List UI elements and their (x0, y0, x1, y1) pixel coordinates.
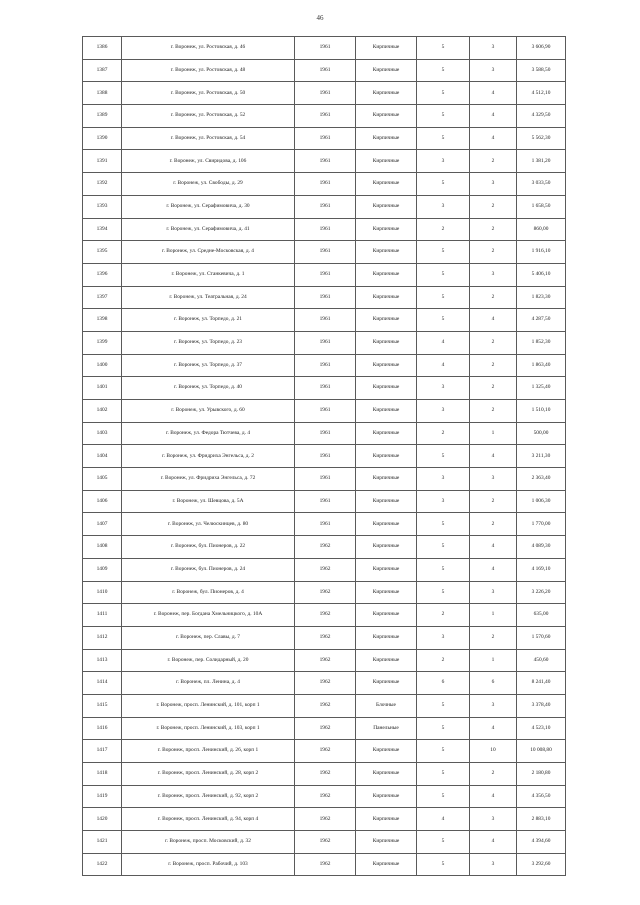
year-cell: 1962 (295, 831, 356, 854)
year-cell: 1962 (295, 717, 356, 740)
wall-material-cell: Кирпичные (356, 626, 417, 649)
year-cell: 1962 (295, 853, 356, 876)
row-number: 1393 (83, 195, 122, 218)
table-row (83, 331, 566, 354)
area-cell: 4 356,50 (517, 785, 566, 808)
table-row (83, 37, 566, 60)
address-cell: г. Воронеж, просп. Ленинский, д. 103, корп 1 (122, 717, 295, 740)
entrances-cell: 4 (470, 445, 517, 468)
entrances-cell: 4 (470, 536, 517, 559)
floors-cell: 4 (417, 354, 470, 377)
floors-cell: 5 (417, 445, 470, 468)
area-cell: 4 394,60 (517, 831, 566, 854)
row-number: 1411 (83, 604, 122, 627)
wall-material-cell: Кирпичные (356, 513, 417, 536)
year-cell: 1961 (295, 400, 356, 423)
entrances-cell: 2 (470, 331, 517, 354)
row-number: 1396 (83, 263, 122, 286)
area-cell: 1 658,50 (517, 195, 566, 218)
area-cell: 4 169,10 (517, 558, 566, 581)
address-cell: г. Воронеж, ул. Фридриха Энгельса, д. 2 (122, 445, 295, 468)
year-cell: 1961 (295, 309, 356, 332)
year-cell: 1961 (295, 354, 356, 377)
entrances-cell: 3 (470, 173, 517, 196)
floors-cell: 5 (417, 853, 470, 876)
wall-material-cell: Кирпичные (356, 740, 417, 763)
row-number: 1399 (83, 331, 122, 354)
floors-cell: 4 (417, 808, 470, 831)
floors-cell: 3 (417, 490, 470, 513)
floors-cell: 5 (417, 286, 470, 309)
floors-cell: 5 (417, 37, 470, 60)
area-cell: 1 823,30 (517, 286, 566, 309)
wall-material-cell: Кирпичные (356, 354, 417, 377)
floors-cell: 5 (417, 785, 470, 808)
row-number: 1413 (83, 649, 122, 672)
table-row (83, 649, 566, 672)
address-cell: г. Воронеж, бул. Пионеров, д. 24 (122, 558, 295, 581)
floors-cell: 5 (417, 536, 470, 559)
table-row (83, 536, 566, 559)
entrances-cell: 2 (470, 400, 517, 423)
address-cell: г. Воронеж, ул. Серафимовича, д. 41 (122, 218, 295, 241)
wall-material-cell: Кирпичные (356, 808, 417, 831)
table-row (83, 581, 566, 604)
area-cell: 1 916,10 (517, 241, 566, 264)
area-cell: 4 512,10 (517, 82, 566, 105)
area-cell: 3 211,30 (517, 445, 566, 468)
floors-cell: 5 (417, 82, 470, 105)
row-number: 1408 (83, 536, 122, 559)
area-cell: 1 863,40 (517, 354, 566, 377)
wall-material-cell: Кирпичные (356, 173, 417, 196)
year-cell: 1962 (295, 626, 356, 649)
address-cell: г. Воронеж, просп. Ленинский, д. 26, корп 1 (122, 740, 295, 763)
address-cell: г. Воронеж, ул. Торпедо, д. 40 (122, 377, 295, 400)
floors-cell: 2 (417, 218, 470, 241)
year-cell: 1962 (295, 649, 356, 672)
table-row (83, 354, 566, 377)
housing-registry-table (82, 36, 566, 876)
floors-cell: 5 (417, 309, 470, 332)
year-cell: 1962 (295, 558, 356, 581)
year-cell: 1961 (295, 263, 356, 286)
floors-cell: 5 (417, 173, 470, 196)
table-row (83, 763, 566, 786)
address-cell: г. Воронеж, ул. Ростовская, д. 46 (122, 37, 295, 60)
year-cell: 1961 (295, 286, 356, 309)
address-cell: г. Воронеж, ул. Средне-Московская, д. 4 (122, 241, 295, 264)
table-row (83, 468, 566, 491)
year-cell: 1962 (295, 581, 356, 604)
year-cell: 1962 (295, 672, 356, 695)
entrances-cell: 6 (470, 672, 517, 695)
floors-cell: 5 (417, 127, 470, 150)
floors-cell: 5 (417, 831, 470, 854)
entrances-cell: 2 (470, 195, 517, 218)
entrances-cell: 2 (470, 763, 517, 786)
entrances-cell: 3 (470, 37, 517, 60)
year-cell: 1961 (295, 150, 356, 173)
wall-material-cell: Кирпичные (356, 286, 417, 309)
wall-material-cell: Кирпичные (356, 127, 417, 150)
entrances-cell: 3 (470, 694, 517, 717)
entrances-cell: 2 (470, 490, 517, 513)
entrances-cell: 1 (470, 649, 517, 672)
table-row (83, 127, 566, 150)
wall-material-cell: Кирпичные (356, 105, 417, 128)
area-cell: 3 606,90 (517, 37, 566, 60)
year-cell: 1961 (295, 513, 356, 536)
entrances-cell: 3 (470, 59, 517, 82)
floors-cell: 3 (417, 195, 470, 218)
area-cell: 2 883,10 (517, 808, 566, 831)
floors-cell: 3 (417, 400, 470, 423)
year-cell: 1962 (295, 740, 356, 763)
address-cell: г. Воронеж, ул. Федора Тютчева, д. 4 (122, 422, 295, 445)
floors-cell: 3 (417, 377, 470, 400)
table-row (83, 808, 566, 831)
area-cell: 2 180,80 (517, 763, 566, 786)
row-number: 1422 (83, 853, 122, 876)
floors-cell: 5 (417, 740, 470, 763)
entrances-cell: 4 (470, 82, 517, 105)
area-cell: 1 510,10 (517, 400, 566, 423)
entrances-cell: 3 (470, 468, 517, 491)
wall-material-cell: Кирпичные (356, 672, 417, 695)
wall-material-cell: Кирпичные (356, 468, 417, 491)
floors-cell: 3 (417, 150, 470, 173)
address-cell: г. Воронеж, ул. Торпедо, д. 37 (122, 354, 295, 377)
area-cell: 4 287,50 (517, 309, 566, 332)
floors-cell: 5 (417, 763, 470, 786)
area-cell: 1 770,00 (517, 513, 566, 536)
entrances-cell: 3 (470, 808, 517, 831)
table-row (83, 853, 566, 876)
table-row (83, 513, 566, 536)
table-row (83, 309, 566, 332)
address-cell: г. Воронеж, ул. Ростовская, д. 48 (122, 59, 295, 82)
table-row (83, 377, 566, 400)
table-row (83, 150, 566, 173)
entrances-cell: 3 (470, 853, 517, 876)
wall-material-cell: Кирпичные (356, 150, 417, 173)
wall-material-cell: Кирпичные (356, 831, 417, 854)
year-cell: 1962 (295, 763, 356, 786)
wall-material-cell: Кирпичные (356, 581, 417, 604)
year-cell: 1961 (295, 59, 356, 82)
row-number: 1405 (83, 468, 122, 491)
wall-material-cell: Кирпичные (356, 445, 417, 468)
table-row (83, 263, 566, 286)
wall-material-cell: Кирпичные (356, 536, 417, 559)
wall-material-cell: Кирпичные (356, 558, 417, 581)
row-number: 1415 (83, 694, 122, 717)
year-cell: 1962 (295, 536, 356, 559)
year-cell: 1962 (295, 808, 356, 831)
address-cell: г. Воронеж, ул. Шевцова, д. 5А (122, 490, 295, 513)
table-row (83, 422, 566, 445)
row-number: 1386 (83, 37, 122, 60)
area-cell: 4 329,50 (517, 105, 566, 128)
wall-material-cell: Панельные (356, 717, 417, 740)
area-cell: 1 325,40 (517, 377, 566, 400)
floors-cell: 5 (417, 513, 470, 536)
row-number: 1410 (83, 581, 122, 604)
address-cell: г. Воронеж, просп. Ленинский, д. 92, корп 2 (122, 785, 295, 808)
wall-material-cell: Кирпичные (356, 785, 417, 808)
address-cell: г. Воронеж, ул. Торпедо, д. 21 (122, 309, 295, 332)
wall-material-cell: Кирпичные (356, 59, 417, 82)
entrances-cell: 2 (470, 218, 517, 241)
address-cell: г. Воронеж, просп. Московский, д. 32 (122, 831, 295, 854)
address-cell: г. Воронеж, ул. Урывского, д. 60 (122, 400, 295, 423)
wall-material-cell: Кирпичные (356, 195, 417, 218)
row-number: 1412 (83, 626, 122, 649)
table-row (83, 694, 566, 717)
row-number: 1406 (83, 490, 122, 513)
year-cell: 1961 (295, 468, 356, 491)
address-cell: г. Воронеж, просп. Рабочий, д. 103 (122, 853, 295, 876)
table-row (83, 82, 566, 105)
row-number: 1403 (83, 422, 122, 445)
wall-material-cell: Кирпичные (356, 263, 417, 286)
address-cell: г. Воронеж, просп. Ленинский, д. 94, корп 4 (122, 808, 295, 831)
table-row (83, 445, 566, 468)
wall-material-cell: Кирпичные (356, 490, 417, 513)
address-cell: г. Воронеж, просп. Ленинский, д. 101, корп 1 (122, 694, 295, 717)
area-cell: 635,00 (517, 604, 566, 627)
wall-material-cell: Кирпичные (356, 853, 417, 876)
floors-cell: 5 (417, 558, 470, 581)
entrances-cell: 1 (470, 422, 517, 445)
entrances-cell: 1 (470, 604, 517, 627)
page-number: 46 (316, 14, 324, 22)
address-cell: г. Воронеж, ул. Серафимовича, д. 30 (122, 195, 295, 218)
area-cell: 5 562,30 (517, 127, 566, 150)
table-row (83, 672, 566, 695)
wall-material-cell: Кирпичные (356, 309, 417, 332)
entrances-cell: 2 (470, 241, 517, 264)
floors-cell: 5 (417, 105, 470, 128)
table-row (83, 59, 566, 82)
row-number: 1391 (83, 150, 122, 173)
area-cell: 10 008,80 (517, 740, 566, 763)
year-cell: 1961 (295, 127, 356, 150)
wall-material-cell: Блочные (356, 694, 417, 717)
address-cell: г. Воронеж, пер. Славы, д. 7 (122, 626, 295, 649)
wall-material-cell: Кирпичные (356, 604, 417, 627)
row-number: 1397 (83, 286, 122, 309)
wall-material-cell: Кирпичные (356, 763, 417, 786)
entrances-cell: 2 (470, 354, 517, 377)
address-cell: г. Воронеж, пер. Солидарный, д. 20 (122, 649, 295, 672)
entrances-cell: 3 (470, 581, 517, 604)
row-number: 1421 (83, 831, 122, 854)
floors-cell: 4 (417, 331, 470, 354)
row-number: 1404 (83, 445, 122, 468)
year-cell: 1961 (295, 82, 356, 105)
row-number: 1389 (83, 105, 122, 128)
row-number: 1398 (83, 309, 122, 332)
address-cell: г. Воронеж, ул. Станкевича, д. 1 (122, 263, 295, 286)
row-number: 1420 (83, 808, 122, 831)
address-cell: г. Воронеж, ул. Ростовская, д. 50 (122, 82, 295, 105)
table-row (83, 740, 566, 763)
year-cell: 1962 (295, 604, 356, 627)
year-cell: 1961 (295, 105, 356, 128)
area-cell: 4 523,10 (517, 717, 566, 740)
entrances-cell: 4 (470, 127, 517, 150)
table-row (83, 241, 566, 264)
address-cell: г. Воронеж, ул. Челюскинцев, д. 80 (122, 513, 295, 536)
area-cell: 3 292,60 (517, 853, 566, 876)
area-cell: 860,00 (517, 218, 566, 241)
floors-cell: 5 (417, 694, 470, 717)
area-cell: 4 089,30 (517, 536, 566, 559)
entrances-cell: 2 (470, 513, 517, 536)
area-cell: 1 852,30 (517, 331, 566, 354)
floors-cell: 2 (417, 649, 470, 672)
floors-cell: 6 (417, 672, 470, 695)
row-number: 1416 (83, 717, 122, 740)
table-row (83, 400, 566, 423)
year-cell: 1961 (295, 173, 356, 196)
row-number: 1402 (83, 400, 122, 423)
row-number: 1409 (83, 558, 122, 581)
year-cell: 1961 (295, 422, 356, 445)
year-cell: 1961 (295, 445, 356, 468)
floors-cell: 2 (417, 604, 470, 627)
row-number: 1395 (83, 241, 122, 264)
entrances-cell: 4 (470, 831, 517, 854)
entrances-cell: 4 (470, 309, 517, 332)
area-cell: 1 381,20 (517, 150, 566, 173)
table-row (83, 604, 566, 627)
row-number: 1388 (83, 82, 122, 105)
table-row (83, 490, 566, 513)
wall-material-cell: Кирпичные (356, 377, 417, 400)
year-cell: 1962 (295, 694, 356, 717)
wall-material-cell: Кирпичные (356, 241, 417, 264)
row-number: 1401 (83, 377, 122, 400)
address-cell: г. Воронеж, ул. Ростовская, д. 52 (122, 105, 295, 128)
floors-cell: 5 (417, 581, 470, 604)
area-cell: 8 241,40 (517, 672, 566, 695)
table-row (83, 717, 566, 740)
address-cell: г. Воронеж, ул. Свиридова, д. 106 (122, 150, 295, 173)
entrances-cell: 4 (470, 717, 517, 740)
row-number: 1400 (83, 354, 122, 377)
floors-cell: 3 (417, 468, 470, 491)
year-cell: 1961 (295, 331, 356, 354)
entrances-cell: 4 (470, 558, 517, 581)
table-row (83, 195, 566, 218)
table-row (83, 286, 566, 309)
floors-cell: 2 (417, 422, 470, 445)
entrances-cell: 4 (470, 105, 517, 128)
year-cell: 1961 (295, 490, 356, 513)
row-number: 1387 (83, 59, 122, 82)
address-cell: г. Воронеж, ул. Театральная, д. 24 (122, 286, 295, 309)
address-cell: г. Воронеж, просп. Ленинский, д. 28, корп 2 (122, 763, 295, 786)
address-cell: г. Воронеж, бул. Пионеров, д. 22 (122, 536, 295, 559)
floors-cell: 5 (417, 717, 470, 740)
floors-cell: 5 (417, 241, 470, 264)
floors-cell: 3 (417, 626, 470, 649)
row-number: 1390 (83, 127, 122, 150)
year-cell: 1961 (295, 37, 356, 60)
table-body (83, 37, 566, 876)
entrances-cell: 2 (470, 377, 517, 400)
entrances-cell: 3 (470, 263, 517, 286)
wall-material-cell: Кирпичные (356, 422, 417, 445)
row-number: 1419 (83, 785, 122, 808)
table-row (83, 831, 566, 854)
row-number: 1407 (83, 513, 122, 536)
area-cell: 3 226,20 (517, 581, 566, 604)
wall-material-cell: Кирпичные (356, 218, 417, 241)
area-cell: 3 588,50 (517, 59, 566, 82)
area-cell: 1 570,60 (517, 626, 566, 649)
area-cell: 450,60 (517, 649, 566, 672)
year-cell: 1962 (295, 785, 356, 808)
table-row (83, 558, 566, 581)
entrances-cell: 4 (470, 785, 517, 808)
address-cell: г. Воронеж, пл. Ленина, д. 4 (122, 672, 295, 695)
table-row (83, 105, 566, 128)
area-cell: 5 406,10 (517, 263, 566, 286)
year-cell: 1961 (295, 195, 356, 218)
address-cell: г. Воронеж, ул. Свободы, д. 29 (122, 173, 295, 196)
area-cell: 3 378,40 (517, 694, 566, 717)
table-row (83, 173, 566, 196)
address-cell: г. Воронеж, пер. Богдана Хмельницкого, д. 10А (122, 604, 295, 627)
row-number: 1418 (83, 763, 122, 786)
wall-material-cell: Кирпичные (356, 400, 417, 423)
entrances-cell: 2 (470, 150, 517, 173)
table-row (83, 218, 566, 241)
area-cell: 1 006,30 (517, 490, 566, 513)
entrances-cell: 2 (470, 626, 517, 649)
table-row (83, 626, 566, 649)
floors-cell: 5 (417, 263, 470, 286)
area-cell: 500,00 (517, 422, 566, 445)
table-row (83, 785, 566, 808)
wall-material-cell: Кирпичные (356, 82, 417, 105)
row-number: 1414 (83, 672, 122, 695)
address-cell: г. Воронеж, бул. Пионеров, д. 4 (122, 581, 295, 604)
row-number: 1394 (83, 218, 122, 241)
wall-material-cell: Кирпичные (356, 37, 417, 60)
address-cell: г. Воронеж, ул. Ростовская, д. 54 (122, 127, 295, 150)
entrances-cell: 2 (470, 286, 517, 309)
row-number: 1392 (83, 173, 122, 196)
area-cell: 3 033,50 (517, 173, 566, 196)
area-cell: 2 363,40 (517, 468, 566, 491)
wall-material-cell: Кирпичные (356, 649, 417, 672)
row-number: 1417 (83, 740, 122, 763)
address-cell: г. Воронеж, ул. Торпедо, д. 23 (122, 331, 295, 354)
address-cell: г. Воронеж, ул. Фридриха Энгельса, д. 72 (122, 468, 295, 491)
wall-material-cell: Кирпичные (356, 331, 417, 354)
entrances-cell: 10 (470, 740, 517, 763)
year-cell: 1961 (295, 377, 356, 400)
year-cell: 1961 (295, 218, 356, 241)
year-cell: 1961 (295, 241, 356, 264)
floors-cell: 5 (417, 59, 470, 82)
